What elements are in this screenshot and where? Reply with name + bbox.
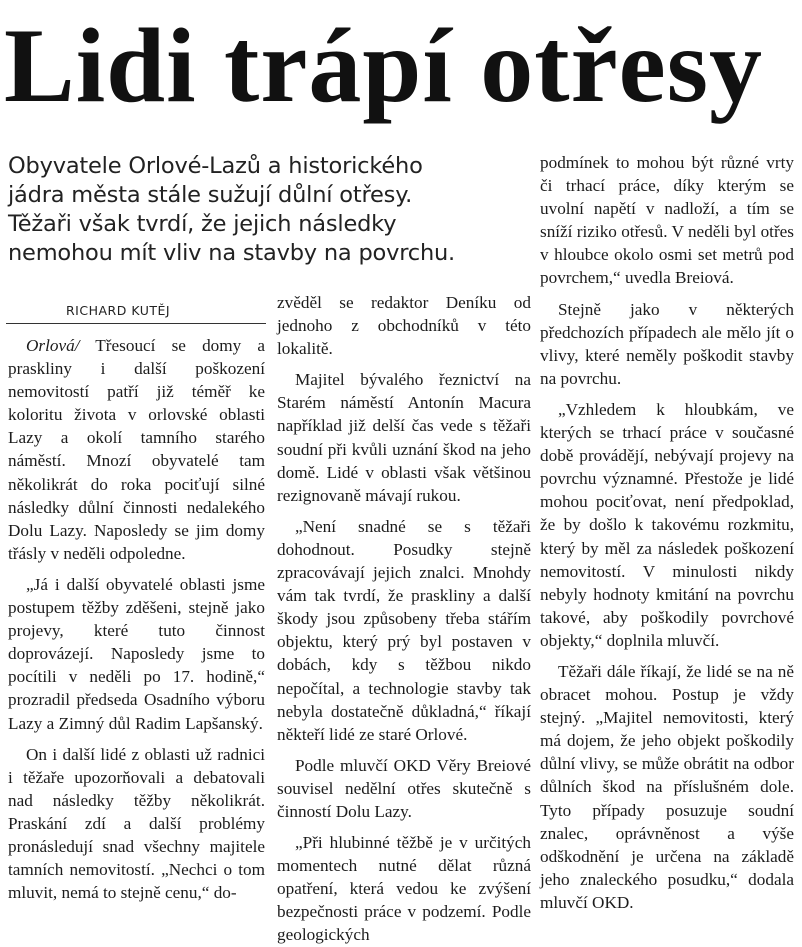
article-column-2 xyxy=(277,291,531,947)
lead-line: jádra města stále sužují důlní otřesy. xyxy=(8,182,413,208)
lead-line: nemohou mít vliv na stavby na povrchu. xyxy=(8,240,456,266)
article-column-1 xyxy=(8,334,265,904)
article-paragraph: „Není snadné se s těžaři dohodnout. Posudky stejně zpracovávají jejich znalci. Mnohdy vám tak tvrdí, že praskliny a další škody jsou způsobeny třeba stářím objektu, který prý byl postaven v dobách, kdy s těžbou nikdo nepočítal, a technologie stavby tak nebyla dostatečně důkladná,“ říkají někteří lidé ze staré Orlové. xyxy=(277,516,531,744)
article-paragraph: Stejně jako v některých předchozích případech ale mělo jít o vlivy, které neměly poškodit stavby na povrchu. xyxy=(540,299,794,388)
byline-rule xyxy=(6,323,266,324)
article-paragraph: Těžaři dále říkají, že lidé se na ně obracet mohou. Postup je vždy stejný. „Majitel nemovitosti, který má dojem, že jeho objekt poškodily důlní vlivy, se může obrátit na odbor důlních škod na příslušném dole. Tyto případy posuzuje soudní znalec, oprávněnost a výše odškodnění je určena na základě jeho znaleckého posudku,“ dodala mluvčí OKD. xyxy=(540,661,794,912)
headline: Lidi trápí otřesy xyxy=(4,7,763,124)
article-paragraph: podmínek to mohou být různé vrty či trhací práce, díky kterým se uvolní napětí v nadloží, a tím se sníží riziko otřesů. V neděli byl otřes v hloubce okolo osmi set metrů pod povrchem,“ uvedla Breiová. xyxy=(540,153,794,288)
lead-line: Obyvatele Orlové-Lazů a historického xyxy=(8,153,423,179)
byline: RICHARD KUTĚJ xyxy=(66,303,171,318)
article-paragraph: „Vzhledem k hloubkám, ve kterých se trhací práce v současné době provádějí, nebývají projevy na povrchu významné. Přestože je lidé mohou pociťovat, není předpoklad, že by došlo k takovému rozkmitu, který by měl za následek poškození nemovitostí. V minulosti nikdy nebyly hodnoty kmitání na povrchu takové, aby poškodily povrchové objekty,“ doplnila mluvčí. xyxy=(540,399,794,650)
article-paragraph: zvěděl se redaktor Deníku od jednoho z obchodníků v této lokalitě. xyxy=(277,293,531,359)
article-paragraph: „Při hlubinné těžbě je v určitých momentech nutné dělat různá opatření, která vedou ke zvýšení bezpečnosti práce v podzemí. Podle geologických xyxy=(277,833,531,945)
article-paragraph xyxy=(8,334,265,565)
article-paragraph: „Já i další obyvatelé oblasti jsme postupem těžby zděšeni, stejně jako projevy, které tuto činnost doprovázejí. Naposledy jsme to pocítili v neděli po 17. hodině,“ prozradil předseda Osadního výboru Lazy a Zimný důl Radim Lapšanský. xyxy=(8,574,265,733)
lead-line: Těžaři však tvrdí, že jejich následky xyxy=(8,211,397,237)
article-paragraph: Majitel bývalého řeznictví na Starém náměstí Antonín Macura například již delší čas vede s těžaři soudní při kvůli uznání škod na jeho domě. Lidé v oblasti však většinou rezignovaně mávají rukou. xyxy=(277,370,531,505)
dateline: Orlová/ xyxy=(26,336,80,355)
paragraph-text: Třesoucí se domy a praskliny i další poškození nemovitostí patří již téměř ke koloritu života v orlovské oblasti Lazy a okolí tamního starého náměstí. Mnozí obyvatelé tam několikrát do roka pociťují silné následky důlní činnosti nedalekého Dolu Lazy. Naposledy se jim domy třásly v neděli odpoledne. xyxy=(8,336,265,563)
article-paragraph: On i další lidé z oblasti už radnici i těžaře upozorňovali a debatovali nad následky těžby několikrát. Praskání zdí a další problémy pronásledují snad všechny majitele tamních nemovitostí. „Nechci o tom mluvit, nemá to stejně cenu,“ do- xyxy=(8,744,265,903)
article-paragraph: Podle mluvčí OKD Věry Breiové souvisel nedělní otřes skutečně s činností Dolu Lazy. xyxy=(277,755,531,821)
lead-paragraph xyxy=(8,152,538,268)
article-column-3 xyxy=(540,151,794,914)
